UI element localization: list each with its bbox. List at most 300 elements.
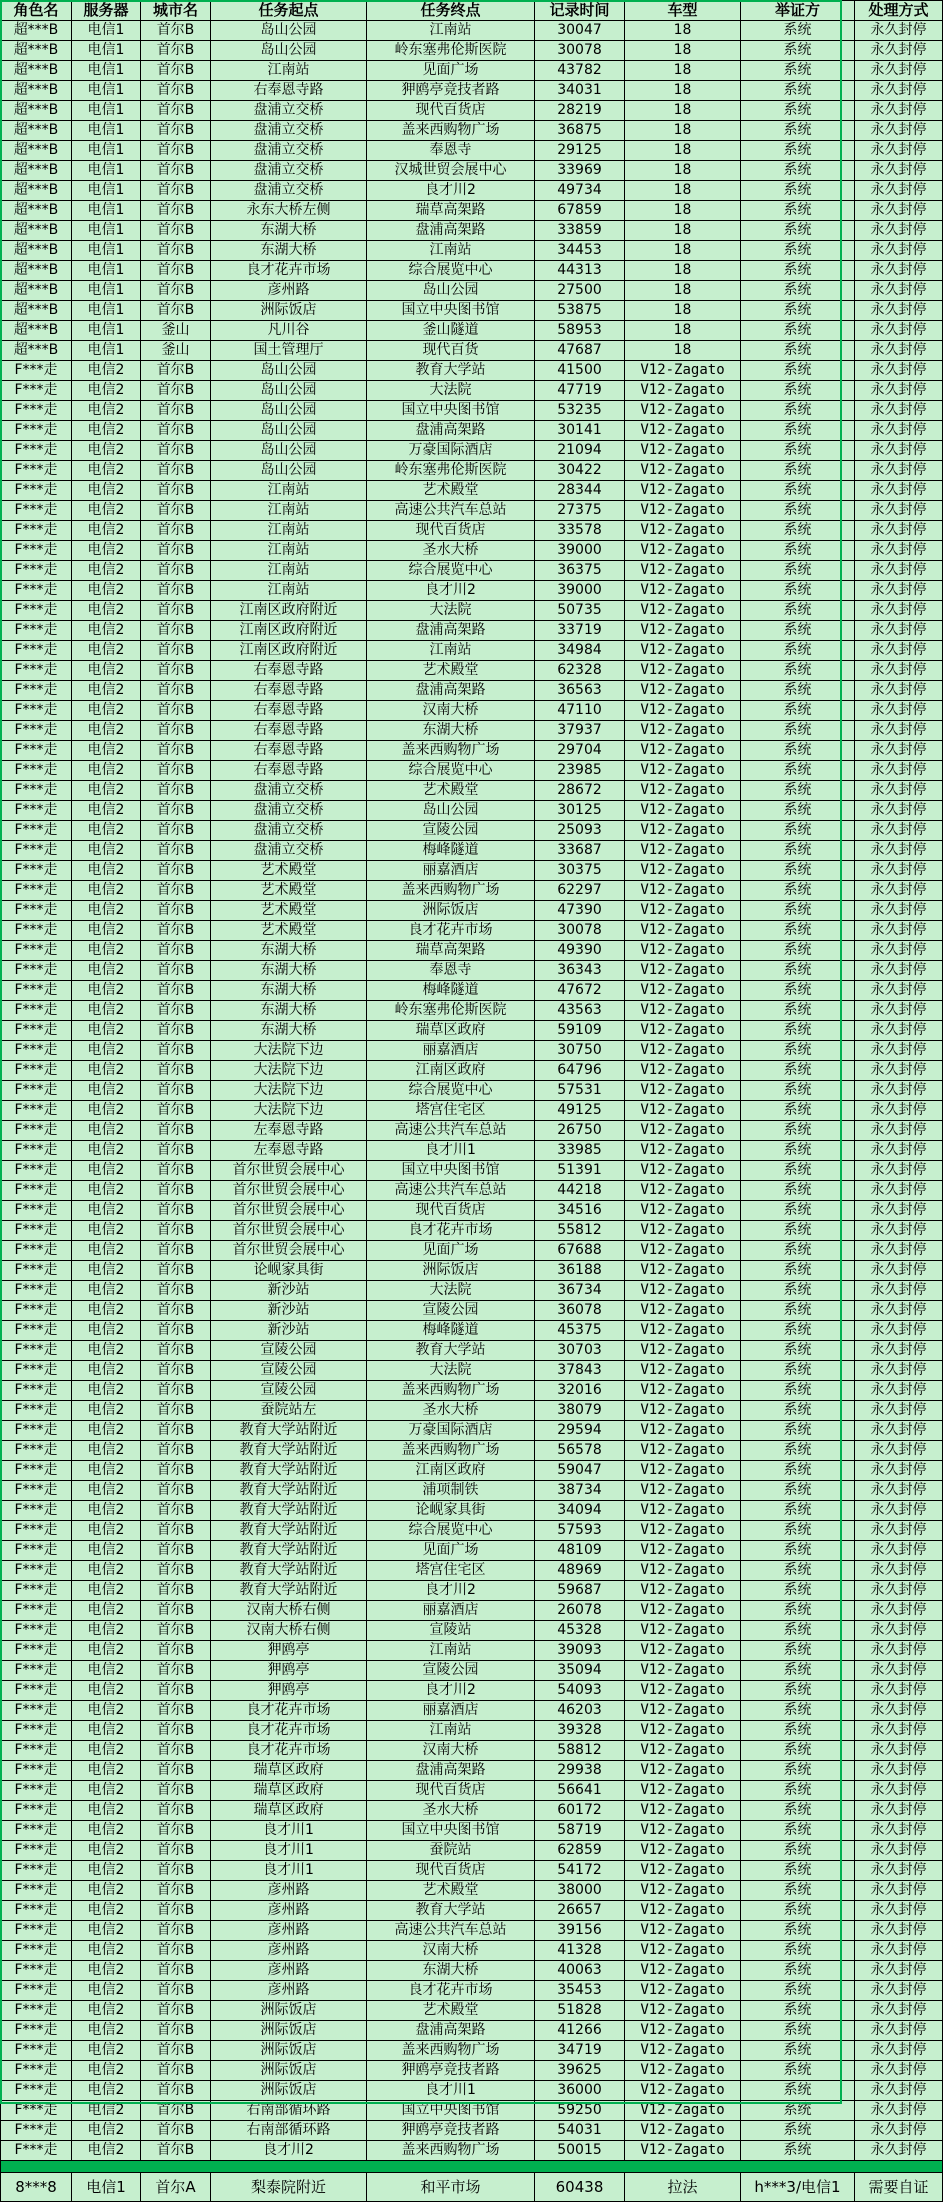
cell-start-point: 洲际饭店 xyxy=(211,2021,367,2041)
cell-car-model: V12-Zagato xyxy=(625,421,741,441)
cell-car-model: V12-Zagato xyxy=(625,921,741,941)
cell-car-model: V12-Zagato xyxy=(625,1401,741,1421)
cell-start-point: 盘浦立交桥 xyxy=(211,101,367,121)
cell-city: 首尔B xyxy=(141,1641,211,1661)
cell-server: 电信2 xyxy=(72,861,141,881)
table-row xyxy=(1,941,943,961)
cell-city: 首尔B xyxy=(141,661,211,681)
cell-action: 永久封停 xyxy=(855,1581,943,1601)
cell-end-point: 盖来西购物广场 xyxy=(367,881,535,901)
cell-city: 首尔B xyxy=(141,1941,211,1961)
cell-server: 电信2 xyxy=(72,761,141,781)
cell-action: 永久封停 xyxy=(855,1601,943,1621)
cell-car-model: 18 xyxy=(625,221,741,241)
cell-role-name: F***走 xyxy=(1,801,72,821)
cell-record-time: 59250 xyxy=(535,2101,625,2121)
cell-start-point: 右南部循环路 xyxy=(211,2121,367,2141)
cell-end-point: 洲际饭店 xyxy=(367,901,535,921)
cell-start-point: 岛山公园 xyxy=(211,41,367,61)
cell-record-time: 29125 xyxy=(535,141,625,161)
cell-city: 首尔B xyxy=(141,701,211,721)
table-row xyxy=(1,281,943,301)
cell-role-name: F***走 xyxy=(1,1021,72,1041)
cell-action: 永久封停 xyxy=(855,381,943,401)
cell-start-point: 江南站 xyxy=(211,481,367,501)
cell-record-time: 44313 xyxy=(535,261,625,281)
cell-start-point: 江南站 xyxy=(211,541,367,561)
cell-action: 永久封停 xyxy=(855,81,943,101)
cell-car-model: V12-Zagato xyxy=(625,2021,741,2041)
cell-city: 首尔B xyxy=(141,2001,211,2021)
cell-evidence: 系统 xyxy=(741,1901,855,1921)
cell-city: 首尔B xyxy=(141,541,211,561)
cell-end-point: 瑞草区政府 xyxy=(367,1021,535,1041)
cell-evidence: 系统 xyxy=(741,821,855,841)
cell-evidence: 系统 xyxy=(741,1361,855,1381)
cell-role-name: 超***B xyxy=(1,221,72,241)
cell-record-time: 36078 xyxy=(535,1301,625,1321)
cell-car-model: 18 xyxy=(625,301,741,321)
cell-server: 电信2 xyxy=(72,1901,141,1921)
cell-evidence: 系统 xyxy=(741,981,855,1001)
header-row xyxy=(1,1,943,21)
cell-role-name: F***走 xyxy=(1,1541,72,1561)
cell-server: 电信2 xyxy=(72,1701,141,1721)
cell-car-model: 18 xyxy=(625,81,741,101)
cell-server: 电信2 xyxy=(72,1061,141,1081)
cell-record-time: 47390 xyxy=(535,901,625,921)
cell-server: 电信2 xyxy=(72,1081,141,1101)
table-row xyxy=(1,621,943,641)
cell-car-model: V12-Zagato xyxy=(625,721,741,741)
cell-action: 永久封停 xyxy=(855,781,943,801)
cell-action: 永久封停 xyxy=(855,641,943,661)
cell-city: 首尔B xyxy=(141,421,211,441)
cell-role-name: F***走 xyxy=(1,1821,72,1841)
cell-evidence: 系统 xyxy=(741,1001,855,1021)
cell-role-name: F***走 xyxy=(1,1241,72,1261)
cell-car-model: 18 xyxy=(625,321,741,341)
cell-city: 首尔B xyxy=(141,1201,211,1221)
cell-record-time: 39093 xyxy=(535,1641,625,1661)
cell-start-point: 永东大桥左侧 xyxy=(211,201,367,221)
cell-start-point: 良才川2 xyxy=(211,2141,367,2161)
cell-city: 首尔B xyxy=(141,1021,211,1041)
cell-city: 首尔B xyxy=(141,781,211,801)
cell-action: 永久封停 xyxy=(855,1321,943,1341)
cell-action: 永久封停 xyxy=(855,1881,943,1901)
cell-city: 首尔B xyxy=(141,81,211,101)
cell-end-point: 教育大学站 xyxy=(367,1901,535,1921)
cell-role-name: F***走 xyxy=(1,681,72,701)
cell-car-model: V12-Zagato xyxy=(625,1341,741,1361)
table-row xyxy=(1,1841,943,1861)
cell-start-point: 彦州路 xyxy=(211,1941,367,1961)
cell-city: 首尔B xyxy=(141,1261,211,1281)
cell-server: 电信2 xyxy=(72,821,141,841)
footer-cell-action: 需要自证 xyxy=(855,2173,943,2202)
table-row xyxy=(1,1001,943,1021)
cell-role-name: F***走 xyxy=(1,961,72,981)
footer-cell-evidence: h***3/电信1 xyxy=(741,2173,855,2202)
table-row xyxy=(1,401,943,421)
cell-city: 首尔B xyxy=(141,1681,211,1701)
cell-car-model: V12-Zagato xyxy=(625,1981,741,2001)
table-row xyxy=(1,1161,943,1181)
cell-start-point: 良才花卉市场 xyxy=(211,1741,367,1761)
cell-action: 永久封停 xyxy=(855,1821,943,1841)
cell-end-point: 江南站 xyxy=(367,21,535,41)
cell-evidence: 系统 xyxy=(741,1081,855,1101)
cell-record-time: 50015 xyxy=(535,2141,625,2161)
cell-car-model: V12-Zagato xyxy=(625,481,741,501)
cell-action: 永久封停 xyxy=(855,1901,943,1921)
cell-end-point: 国立中央图书馆 xyxy=(367,301,535,321)
cell-city: 首尔B xyxy=(141,521,211,541)
cell-record-time: 47672 xyxy=(535,981,625,1001)
cell-action: 永久封停 xyxy=(855,881,943,901)
cell-record-time: 54172 xyxy=(535,1861,625,1881)
cell-action: 永久封停 xyxy=(855,1841,943,1861)
cell-server: 电信2 xyxy=(72,421,141,441)
cell-start-point: 教育大学站附近 xyxy=(211,1541,367,1561)
cell-evidence: 系统 xyxy=(741,441,855,461)
cell-end-point: 综合展览中心 xyxy=(367,1521,535,1541)
cell-evidence: 系统 xyxy=(741,1781,855,1801)
cell-start-point: 首尔世贸会展中心 xyxy=(211,1241,367,1261)
cell-car-model: V12-Zagato xyxy=(625,1061,741,1081)
cell-end-point: 现代百货店 xyxy=(367,1861,535,1881)
cell-action: 永久封停 xyxy=(855,601,943,621)
cell-role-name: F***走 xyxy=(1,901,72,921)
cell-city: 首尔B xyxy=(141,121,211,141)
cell-city: 首尔B xyxy=(141,361,211,381)
table-row xyxy=(1,1941,943,1961)
cell-action: 永久封停 xyxy=(855,1561,943,1581)
cell-start-point: 盘浦立交桥 xyxy=(211,121,367,141)
cell-role-name: F***走 xyxy=(1,481,72,501)
cell-start-point: 良才川1 xyxy=(211,1861,367,1881)
cell-server: 电信2 xyxy=(72,1401,141,1421)
cell-evidence: 系统 xyxy=(741,681,855,701)
cell-record-time: 48109 xyxy=(535,1541,625,1561)
cell-record-time: 37937 xyxy=(535,721,625,741)
cell-server: 电信2 xyxy=(72,1681,141,1701)
table-row xyxy=(1,221,943,241)
cell-city: 首尔B xyxy=(141,1361,211,1381)
cell-start-point: 右奉恩寺路 xyxy=(211,721,367,741)
cell-start-point: 良才花卉市场 xyxy=(211,1701,367,1721)
cell-car-model: V12-Zagato xyxy=(625,2081,741,2101)
cell-start-point: 右奉恩寺路 xyxy=(211,81,367,101)
table-row xyxy=(1,801,943,821)
cell-car-model: V12-Zagato xyxy=(625,1181,741,1201)
cell-action: 永久封停 xyxy=(855,1421,943,1441)
cell-server: 电信2 xyxy=(72,1141,141,1161)
cell-evidence: 系统 xyxy=(741,1841,855,1861)
table-row xyxy=(1,881,943,901)
cell-server: 电信2 xyxy=(72,721,141,741)
cell-role-name: F***走 xyxy=(1,1461,72,1481)
cell-server: 电信2 xyxy=(72,1121,141,1141)
cell-end-point: 国立中央图书馆 xyxy=(367,1821,535,1841)
cell-end-point: 盖来西购物广场 xyxy=(367,1441,535,1461)
cell-end-point: 瑞草高架路 xyxy=(367,941,535,961)
cell-end-point: 奉恩寺 xyxy=(367,961,535,981)
cell-server: 电信2 xyxy=(72,2061,141,2081)
cell-server: 电信2 xyxy=(72,1321,141,1341)
cell-evidence: 系统 xyxy=(741,181,855,201)
cell-city: 首尔B xyxy=(141,1501,211,1521)
cell-server: 电信2 xyxy=(72,2121,141,2141)
table-row xyxy=(1,581,943,601)
cell-role-name: F***走 xyxy=(1,1121,72,1141)
cell-server: 电信2 xyxy=(72,1941,141,1961)
cell-city: 首尔B xyxy=(141,2061,211,2081)
cell-role-name: F***走 xyxy=(1,1781,72,1801)
cell-evidence: 系统 xyxy=(741,1041,855,1061)
table-row xyxy=(1,1861,943,1881)
cell-server: 电信2 xyxy=(72,1861,141,1881)
cell-car-model: V12-Zagato xyxy=(625,381,741,401)
cell-role-name: F***走 xyxy=(1,1081,72,1101)
cell-action: 永久封停 xyxy=(855,1461,943,1481)
cell-action: 永久封停 xyxy=(855,1641,943,1661)
cell-server: 电信2 xyxy=(72,1501,141,1521)
cell-action: 永久封停 xyxy=(855,1981,943,2001)
cell-record-time: 62328 xyxy=(535,661,625,681)
cell-evidence: 系统 xyxy=(741,721,855,741)
cell-city: 首尔B xyxy=(141,921,211,941)
cell-record-time: 62859 xyxy=(535,1841,625,1861)
cell-start-point: 宣陵公园 xyxy=(211,1381,367,1401)
cell-role-name: 超***B xyxy=(1,181,72,201)
cell-action: 永久封停 xyxy=(855,401,943,421)
cell-record-time: 32016 xyxy=(535,1381,625,1401)
table-row xyxy=(1,1341,943,1361)
table-row xyxy=(1,1521,943,1541)
cell-action: 永久封停 xyxy=(855,941,943,961)
cell-end-point: 蚕院站 xyxy=(367,1841,535,1861)
footer-cell-end-point: 和平市场 xyxy=(367,2173,535,2202)
cell-role-name: F***走 xyxy=(1,1981,72,2001)
cell-record-time: 56578 xyxy=(535,1441,625,1461)
cell-evidence: 系统 xyxy=(741,1481,855,1501)
cell-end-point: 大法院 xyxy=(367,601,535,621)
cell-start-point: 彦州路 xyxy=(211,1981,367,2001)
cell-evidence: 系统 xyxy=(741,1981,855,2001)
table-row xyxy=(1,1821,943,1841)
cell-end-point: 丽嘉酒店 xyxy=(367,1701,535,1721)
cell-record-time: 29704 xyxy=(535,741,625,761)
table-header xyxy=(1,1,943,21)
cell-start-point: 洲际饭店 xyxy=(211,2041,367,2061)
cell-start-point: 东湖大桥 xyxy=(211,241,367,261)
cell-server: 电信2 xyxy=(72,441,141,461)
cell-server: 电信2 xyxy=(72,1881,141,1901)
cell-action: 永久封停 xyxy=(855,961,943,981)
cell-role-name: F***走 xyxy=(1,1421,72,1441)
cell-action: 永久封停 xyxy=(855,861,943,881)
cell-start-point: 江南区政府附近 xyxy=(211,641,367,661)
table-row xyxy=(1,1381,943,1401)
cell-server: 电信2 xyxy=(72,1621,141,1641)
cell-record-time: 51391 xyxy=(535,1161,625,1181)
cell-server: 电信2 xyxy=(72,1781,141,1801)
cell-role-name: F***走 xyxy=(1,1481,72,1501)
cell-car-model: V12-Zagato xyxy=(625,1541,741,1561)
cell-car-model: V12-Zagato xyxy=(625,1201,741,1221)
cell-city: 首尔B xyxy=(141,1041,211,1061)
cell-evidence: 系统 xyxy=(741,1741,855,1761)
cell-car-model: 18 xyxy=(625,281,741,301)
cell-evidence: 系统 xyxy=(741,1641,855,1661)
cell-end-point: 综合展览中心 xyxy=(367,1081,535,1101)
cell-evidence: 系统 xyxy=(741,201,855,221)
cell-city: 首尔B xyxy=(141,601,211,621)
cell-role-name: F***走 xyxy=(1,1881,72,1901)
cell-evidence: 系统 xyxy=(741,1241,855,1261)
table-row xyxy=(1,1021,943,1041)
cell-end-point: 盘浦高架路 xyxy=(367,621,535,641)
cell-role-name: F***走 xyxy=(1,821,72,841)
cell-start-point: 瑞草区政府 xyxy=(211,1781,367,1801)
cell-end-point: 万豪国际酒店 xyxy=(367,441,535,461)
cell-server: 电信2 xyxy=(72,1421,141,1441)
cell-city: 首尔B xyxy=(141,1421,211,1441)
cell-record-time: 21094 xyxy=(535,441,625,461)
cell-start-point: 瑞草区政府 xyxy=(211,1801,367,1821)
column-header-role-name: 角色名 xyxy=(1,1,72,21)
cell-end-point: 大法院 xyxy=(367,1361,535,1381)
cell-record-time: 27500 xyxy=(535,281,625,301)
cell-role-name: F***走 xyxy=(1,2021,72,2041)
cell-city: 首尔B xyxy=(141,1061,211,1081)
cell-end-point: 盘浦高架路 xyxy=(367,1761,535,1781)
cell-car-model: V12-Zagato xyxy=(625,1301,741,1321)
table-row xyxy=(1,1681,943,1701)
cell-city: 首尔B xyxy=(141,101,211,121)
cell-start-point: 彦州路 xyxy=(211,281,367,301)
cell-role-name: 超***B xyxy=(1,201,72,221)
cell-record-time: 33969 xyxy=(535,161,625,181)
cell-record-time: 39000 xyxy=(535,541,625,561)
column-header-server: 服务器 xyxy=(72,1,141,21)
cell-end-point: 梅峰隧道 xyxy=(367,1321,535,1341)
cell-city: 首尔B xyxy=(141,1081,211,1101)
cell-car-model: V12-Zagato xyxy=(625,1801,741,1821)
cell-end-point: 现代百货 xyxy=(367,341,535,361)
cell-start-point: 国土管理厅 xyxy=(211,341,367,361)
cell-role-name: F***走 xyxy=(1,621,72,641)
cell-action: 永久封停 xyxy=(855,2081,943,2101)
cell-end-point: 艺术殿堂 xyxy=(367,481,535,501)
cell-city: 首尔B xyxy=(141,821,211,841)
cell-start-point: 艺术殿堂 xyxy=(211,861,367,881)
cell-evidence: 系统 xyxy=(741,1881,855,1901)
cell-car-model: V12-Zagato xyxy=(625,1161,741,1181)
cell-action: 永久封停 xyxy=(855,1521,943,1541)
cell-action: 永久封停 xyxy=(855,901,943,921)
cell-city: 首尔B xyxy=(141,1621,211,1641)
cell-evidence: 系统 xyxy=(741,2081,855,2101)
cell-action: 永久封停 xyxy=(855,821,943,841)
cell-server: 电信2 xyxy=(72,1561,141,1581)
cell-car-model: V12-Zagato xyxy=(625,521,741,541)
cell-evidence: 系统 xyxy=(741,141,855,161)
cell-record-time: 25093 xyxy=(535,821,625,841)
cell-start-point: 彦州路 xyxy=(211,1881,367,1901)
cell-car-model: V12-Zagato xyxy=(625,541,741,561)
table-row xyxy=(1,541,943,561)
cell-start-point: 洲际饭店 xyxy=(211,2001,367,2021)
cell-role-name: F***走 xyxy=(1,541,72,561)
cell-start-point: 江南站 xyxy=(211,501,367,521)
cell-car-model: V12-Zagato xyxy=(625,1461,741,1481)
cell-start-point: 盘浦立交桥 xyxy=(211,841,367,861)
cell-action: 永久封停 xyxy=(855,1121,943,1141)
table-row xyxy=(1,81,943,101)
cell-car-model: V12-Zagato xyxy=(625,601,741,621)
cell-server: 电信1 xyxy=(72,161,141,181)
cell-server: 电信2 xyxy=(72,641,141,661)
cell-server: 电信2 xyxy=(72,1761,141,1781)
cell-action: 永久封停 xyxy=(855,2101,943,2121)
cell-record-time: 58953 xyxy=(535,321,625,341)
cell-start-point: 江南站 xyxy=(211,581,367,601)
cell-evidence: 系统 xyxy=(741,1381,855,1401)
cell-evidence: 系统 xyxy=(741,761,855,781)
cell-server: 电信2 xyxy=(72,781,141,801)
cell-car-model: V12-Zagato xyxy=(625,1761,741,1781)
cell-start-point: 洲际饭店 xyxy=(211,301,367,321)
cell-role-name: F***走 xyxy=(1,641,72,661)
cell-evidence: 系统 xyxy=(741,1861,855,1881)
cell-car-model: V12-Zagato xyxy=(625,1681,741,1701)
cell-end-point: 岛山公园 xyxy=(367,281,535,301)
table-row xyxy=(1,1461,943,1481)
cell-car-model: V12-Zagato xyxy=(625,1781,741,1801)
cell-server: 电信1 xyxy=(72,281,141,301)
cell-record-time: 30422 xyxy=(535,461,625,481)
cell-server: 电信1 xyxy=(72,61,141,81)
cell-server: 电信2 xyxy=(72,661,141,681)
cell-role-name: 超***B xyxy=(1,161,72,181)
cell-evidence: 系统 xyxy=(741,1201,855,1221)
cell-role-name: F***走 xyxy=(1,1861,72,1881)
footer-cell-city: 首尔A xyxy=(141,2173,211,2202)
cell-record-time: 35094 xyxy=(535,1661,625,1681)
cell-action: 永久封停 xyxy=(855,2021,943,2041)
cell-start-point: 艺术殿堂 xyxy=(211,881,367,901)
cell-end-point: 奉恩寺 xyxy=(367,141,535,161)
cell-record-time: 41500 xyxy=(535,361,625,381)
table-row xyxy=(1,41,943,61)
cell-car-model: V12-Zagato xyxy=(625,461,741,481)
cell-car-model: V12-Zagato xyxy=(625,1481,741,1501)
cell-action: 永久封停 xyxy=(855,1161,943,1181)
cell-car-model: V12-Zagato xyxy=(625,641,741,661)
cell-role-name: 超***B xyxy=(1,61,72,81)
cell-city: 首尔B xyxy=(141,1161,211,1181)
table-row xyxy=(1,641,943,661)
cell-car-model: V12-Zagato xyxy=(625,401,741,421)
cell-evidence: 系统 xyxy=(741,581,855,601)
cell-city: 首尔B xyxy=(141,621,211,641)
column-header-evidence: 举证方 xyxy=(741,1,855,21)
table-row xyxy=(1,1781,943,1801)
cell-role-name: F***走 xyxy=(1,561,72,581)
